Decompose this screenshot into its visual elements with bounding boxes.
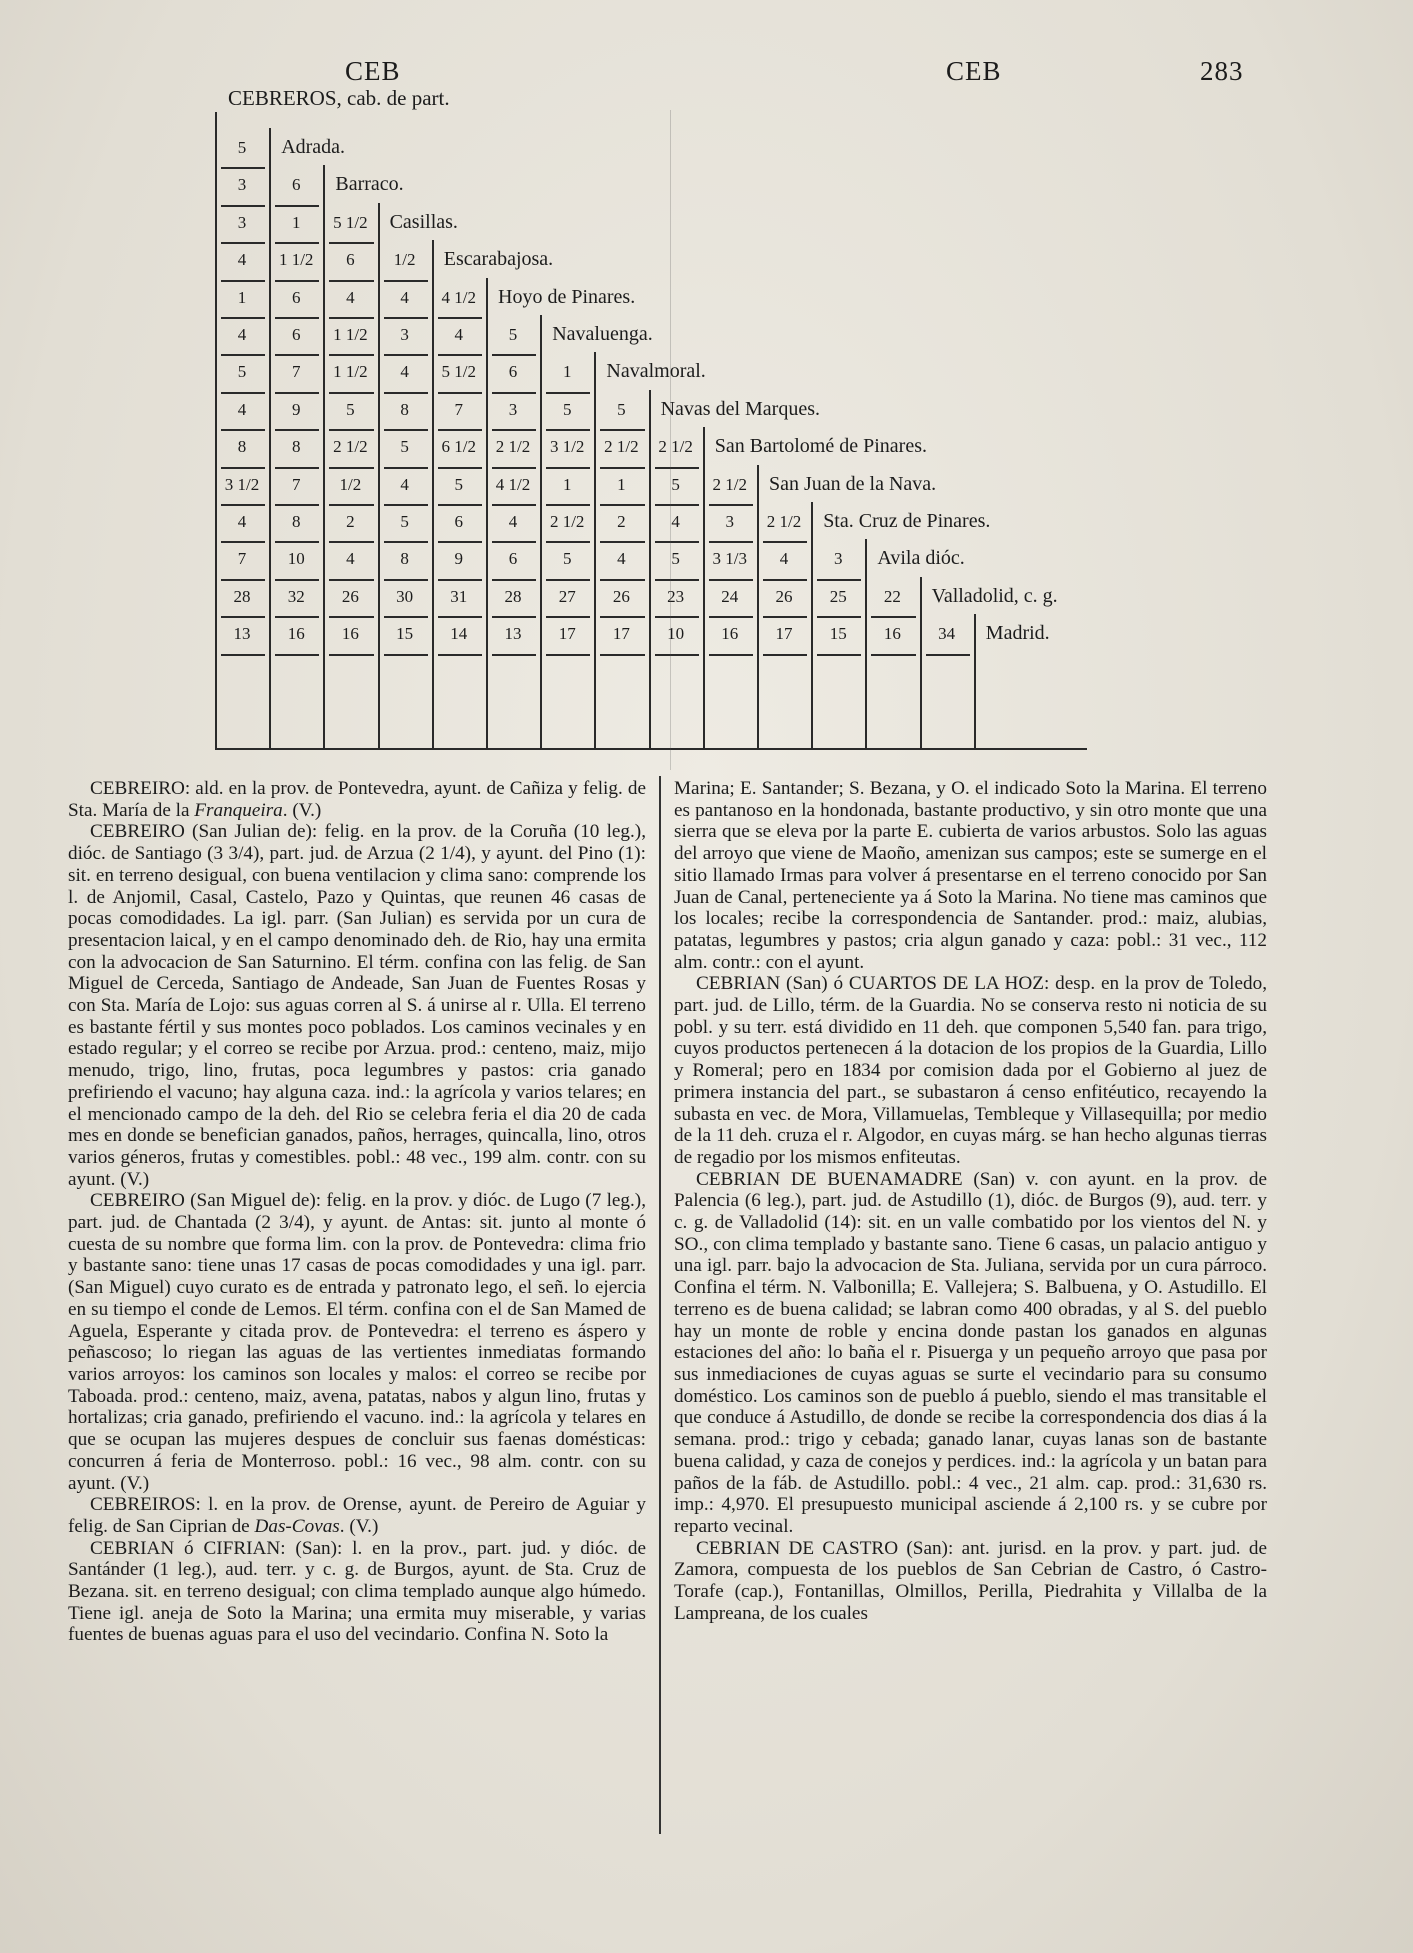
distance-cell: 3 1/2 [224, 474, 260, 494]
distance-table [0, 0, 1413, 770]
distance-cell: 7 [291, 362, 301, 382]
distance-cell: 6 [346, 250, 355, 270]
cell-rule [329, 616, 373, 618]
distance-cell: 8 [237, 437, 247, 457]
cell-rule [329, 280, 373, 282]
cell-rule [275, 616, 319, 618]
distance-cell: 9 [291, 399, 301, 419]
distance-cell: 1 1/2 [333, 362, 368, 382]
distance-cell: 31 [450, 586, 468, 606]
distance-cell: 16 [287, 624, 305, 644]
town-name: Hoyo de Pinares. [498, 285, 636, 308]
distance-cell: 34 [938, 624, 956, 644]
distance-cell: 5 [508, 325, 518, 344]
cell-rule [275, 354, 319, 356]
town-name: Casillas. [389, 210, 458, 233]
cell-rule [221, 541, 265, 543]
entry-text: . (V.) [339, 1515, 379, 1537]
distance-cell: 6 1/2 [441, 437, 477, 457]
cell-rule [384, 317, 428, 319]
table-bottom-rule [215, 748, 1087, 750]
distance-cell: 2 1/2 [712, 474, 748, 494]
distance-cell: 4 [400, 287, 409, 307]
right-text-column [674, 778, 1267, 1624]
distance-cell: 16 [721, 624, 739, 644]
cell-rule [709, 579, 753, 581]
distance-cell: 5 [400, 437, 409, 457]
town-name: San Juan de la Nava. [769, 472, 937, 495]
cell-rule [438, 354, 482, 356]
distance-cell: 4 [237, 250, 247, 270]
cell-rule [655, 504, 699, 506]
distance-cell: 3 [400, 325, 409, 344]
distance-cell: 1 [617, 474, 626, 494]
cell-rule [275, 504, 319, 506]
distance-cell: 30 [396, 586, 414, 606]
distance-cell: 4 [617, 549, 626, 569]
cell-rule [817, 616, 861, 618]
distance-cell: 2 1/2 [658, 437, 693, 457]
cell-rule [546, 392, 590, 394]
distance-cell: 4 [400, 474, 409, 494]
distance-cell: 1/2 [393, 250, 416, 270]
distance-cell: 4 [346, 287, 355, 307]
cell-rule [763, 541, 807, 543]
cell-rule [275, 654, 319, 656]
cell-rule [600, 616, 644, 618]
left-text-column [68, 778, 646, 1646]
distance-cell: 9 [454, 549, 464, 569]
cell-rule [329, 467, 373, 469]
running-header-left: CEB [345, 56, 401, 86]
entry-paragraph [68, 1538, 646, 1647]
cell-rule [221, 392, 265, 394]
distance-cell: 26 [341, 586, 359, 606]
distance-cell: 6 [508, 362, 518, 382]
distance-table-title: CEBREROS, cab. de part. [228, 86, 450, 110]
distance-cell: 5 1/2 [441, 362, 477, 382]
cell-rule [600, 429, 644, 431]
cell-rule [492, 579, 536, 581]
entry-paragraph [674, 778, 1267, 973]
distance-cell: 26 [612, 586, 630, 606]
entry-text: CEBREIRO: ald. en la prov. de Pontevedra, ayunt. de Cañiza y felig. de Sta. María de la [68, 778, 646, 821]
cell-rule [221, 467, 265, 469]
entry-text: CEBREIRO (San Julian de): felig. en la prov. de la Coruña (10 leg.), dióc. de Santiago (3 3/4), part. jud. de Arzua (2 1/4), y ayunt. del Pino (1): sit. en terreno desigual, con buena ventilacion y clima sano: comprende los l. de Anjomil, Casal, Castelo, Pazo y Quintas, que reunen 46 casas de pocas comodidades. La igl. parr. (San Julian) es servida por un cura de presentacion laical, y en el campo denominado deh. de Rio, hay una ermita con la advocacion de San Saturnino. El térm. confina con las felig. de San Miguel de Cerceda, Santiago de Andeade, San Juan de Fuentes Rosas y con Sta. María de Lojo: sus aguas corren al S. á unirse al r. Ulla. El terreno es bastante fértil y sus montes poco poblados. Los caminos vecinales y en estado regular; y el correo se recibe por Arzua. prod.: centeno, maiz, mijo menudo, trigo, lino, frutas, poca legumbres y pastos: cria ganado prefiriendo el vacuno; hay alguna caza. ind.: la agrícola y varios telares; en el mencionado campo de la deh. del Rio se celebra feria el dia 20 de cada mes en donde se benefician ganados, paños, herrages, quincalla, lino, otros varios géneros, frutas y comestibles. pobl.: 48 vec., 199 alm. contr. con su ayunt. (V.) [68, 821, 646, 1190]
town-name: Navalmoral. [606, 360, 706, 383]
page-number: 283 [1200, 56, 1244, 86]
town-name: Barraco. [335, 173, 404, 196]
entry-paragraph [68, 821, 646, 1190]
distance-cell: 1 [562, 474, 572, 494]
distance-cell: 28 [233, 586, 251, 606]
cell-rule [709, 541, 753, 543]
cell-rule [275, 579, 319, 581]
cell-rule [709, 504, 753, 506]
cell-rule [221, 280, 265, 282]
cell-rule [438, 504, 482, 506]
distance-cell: 3 1/2 [549, 437, 585, 457]
cell-rule [438, 392, 482, 394]
distance-cell: 5 [671, 549, 680, 569]
distance-cell: 16 [883, 624, 901, 644]
cell-rule [275, 541, 319, 543]
distance-cell: 13 [233, 624, 251, 644]
distance-cell: 24 [721, 586, 739, 606]
distance-cell: 1 1/2 [333, 325, 368, 344]
cell-rule [492, 541, 536, 543]
distance-cell: 2 1/2 [333, 437, 368, 457]
cell-rule [329, 354, 373, 356]
distance-cell: 4 1/2 [441, 287, 477, 307]
running-header-center: CEB [946, 56, 1002, 86]
column-guide [670, 110, 671, 770]
cell-rule [275, 392, 319, 394]
cell-rule [655, 579, 699, 581]
distance-cell: 7 [237, 549, 247, 569]
distance-cell: 2 [346, 512, 355, 531]
cell-rule [763, 616, 807, 618]
distance-cell: 15 [829, 624, 847, 644]
cell-rule [438, 654, 482, 656]
distance-cell: 13 [504, 624, 522, 644]
distance-cell: 26 [775, 586, 793, 606]
cell-rule [329, 392, 373, 394]
town-name: Madrid. [985, 622, 1050, 645]
cell-rule [492, 654, 536, 656]
cell-rule [221, 616, 265, 618]
distance-cell: 6 [454, 512, 464, 531]
distance-cell: 5 [400, 512, 409, 531]
distance-cell: 5 1/2 [333, 212, 368, 232]
cell-rule [438, 541, 482, 543]
cell-rule [817, 654, 861, 656]
italic-term: Das-Covas [254, 1515, 340, 1537]
distance-cell: 2 1/2 [549, 512, 585, 531]
distance-cell: 2 1/2 [495, 437, 531, 457]
distance-cell: 6 [508, 549, 518, 569]
distance-cell: 5 [562, 399, 572, 419]
cell-rule [600, 579, 644, 581]
entry-paragraph [68, 778, 646, 821]
distance-cell: 1 [291, 212, 301, 232]
column-rule [974, 614, 976, 748]
cell-rule [275, 429, 319, 431]
cell-rule [492, 616, 536, 618]
cell-rule [384, 280, 428, 282]
cell-rule [438, 467, 482, 469]
distance-cell: 4 [508, 512, 518, 531]
cell-rule [655, 654, 699, 656]
distance-cell: 4 [671, 512, 680, 531]
entry-paragraph [68, 1494, 646, 1537]
distance-cell: 5 [237, 138, 247, 157]
cell-rule [438, 579, 482, 581]
cell-rule [709, 654, 753, 656]
distance-cell: 5 [671, 474, 680, 494]
cell-rule [763, 654, 807, 656]
distance-cell: 6 [291, 175, 301, 195]
distance-cell: 5 [346, 399, 355, 419]
cell-rule [384, 467, 428, 469]
distance-cell: 3 [237, 175, 247, 195]
distance-cell: 2 [617, 512, 626, 531]
distance-cell: 8 [400, 549, 409, 569]
distance-cell: 5 [237, 362, 247, 382]
cell-rule [275, 280, 319, 282]
cell-rule [492, 429, 536, 431]
cell-rule [221, 579, 265, 581]
entry-paragraph [674, 973, 1267, 1168]
distance-cell: 14 [450, 624, 468, 644]
cell-rule [329, 579, 373, 581]
cell-rule [384, 541, 428, 543]
distance-cell: 10 [667, 624, 685, 644]
distance-cell: 3 [237, 212, 247, 232]
cell-rule [655, 616, 699, 618]
cell-rule [221, 317, 265, 319]
entry-text: CEBREIROS: l. en la prov. de Orense, ayunt. de Pereiro de Aguiar y felig. de San Ciprian de [68, 1494, 646, 1537]
distance-cell: 3 1/3 [712, 549, 748, 569]
distance-cell: 28 [504, 586, 522, 606]
distance-cell: 4 [237, 512, 247, 531]
cell-rule [221, 504, 265, 506]
distance-cell: 8 [400, 399, 409, 419]
cell-rule [438, 317, 482, 319]
distance-cell: 8 [291, 437, 301, 457]
distance-cell: 1 [562, 362, 572, 382]
italic-term: Franqueira [194, 799, 283, 821]
entry-text: CEBREIRO (San Miguel de): felig. en la prov. y dióc. de Lugo (7 leg.), part. jud. de Chantada (2 3/4), y ayunt. de Antas: sit. junto al monte ó cuesta de su nombre que forma lim. con la prov. de Pontevedra: clima frio y bastante sano: tiene unas 17 casas de pocas comodidades y una igl. parr. (San Miguel) cuyo curato es de entrada y patronato lego, el señ. lo ejercia en su tiempo el conde de Lemos. El térm. confina con el de San Mamed de Aguela, Esperante y citada prov. de Pontevedra: el terreno es áspero y peñascoso; lo riegan las aguas de las vertientes inmediatas formando varios arroyos: los caminos son locales y malos: el correo se recibe por Taboada. prod.: centeno, maiz, avena, patatas, nabos y algun lino, frutas y hortalizas; cria ganado, prefiriendo el vacuno. ind.: la agrícola y telares en que se ocupan las mujeres despues de concluir sus faenas domésticas: concurren á feria de Monterroso. pobl.: 16 vec., 98 alm. contr. con su ayunt. (V.) [68, 1190, 646, 1494]
distance-cell: 7 [291, 474, 301, 494]
cell-rule [492, 467, 536, 469]
distance-cell: 16 [341, 624, 359, 644]
cell-rule [329, 317, 373, 319]
cell-rule [384, 654, 428, 656]
distance-cell: 25 [829, 586, 847, 606]
town-name: Navas del Marques. [660, 397, 820, 420]
distance-cell: 32 [287, 586, 305, 606]
cell-rule [329, 429, 373, 431]
cell-rule [600, 467, 644, 469]
cell-rule [926, 654, 970, 656]
town-name: Valladolid, c. g. [931, 584, 1058, 607]
cell-rule [221, 429, 265, 431]
distance-cell: 8 [291, 512, 301, 531]
entry-text: CEBRIAN DE BUENAMADRE (San) v. con ayunt. en la prov. de Palencia (6 leg.), part. jud. de Astudillo (1), dióc. de Burgos (9), aud. terr. y c. g. de Valladolid (14): sit. en un valle combatido por los vientos del N. y SO., con clima templado y bastante sano. Tiene 6 casas, un palacio antiguo y una igl. parr. bajo la advocacion de Sta. Juliana, servida por un cura párroco. Confina el térm. N. Valbonilla; E. Vallejera; S. Balbuena, y O. Astudillo. El terreno es de buena calidad; se labran como 400 obradas, y al S. del pueblo hay un monte de roble y encina donde pastan los ganados en algunas estaciones del año: lo baña el r. Pisuerga y un pequeño arroyo que pasa por sus inmediaciones de cuyas aguas se surte el vecindario para su consumo doméstico. Los caminos son de pueblo á pueblo, siendo el mas transitable el que conduce á Astudillo, de donde se recibe la correspondencia dos dias á la semana. prod.: trigo y cebada; ganado lanar, cuyas lanas son de bastante buena calidad, y caza de conejos y perdices. ind.: la agrícola y un batan para paños de la fáb. de Astudillo. pobl.: 4 vec., 21 alm. cap. prod.: 31,630 rs. imp.: 4,970. El presupuesto municipal asciende á 2,100 rs. y se cubre por reparto vecinal. [674, 1168, 1267, 1537]
cell-rule [275, 317, 319, 319]
distance-cell: 2 1/2 [604, 437, 639, 457]
cell-rule [329, 654, 373, 656]
distance-cell: 4 [779, 549, 789, 569]
distance-cell: 4 [237, 399, 247, 419]
distance-cell: 3 [508, 399, 518, 419]
entry-paragraph [674, 1538, 1267, 1625]
distance-cell: 23 [667, 586, 685, 606]
cell-rule [275, 467, 319, 469]
cell-rule [871, 616, 915, 618]
entry-text: . (V.) [282, 799, 322, 821]
town-name: Adrada. [281, 136, 346, 158]
cell-rule [221, 654, 265, 656]
town-name: San Bartolomé de Pinares. [714, 435, 927, 458]
distance-cell: 6 [291, 325, 301, 344]
cell-rule [600, 504, 644, 506]
distance-cell: 17 [558, 624, 576, 644]
distance-cell: 2 1/2 [766, 512, 802, 531]
distance-cell: 7 [454, 399, 464, 419]
cell-rule [546, 579, 590, 581]
cell-rule [492, 392, 536, 394]
distance-cell: 4 [346, 549, 355, 569]
cell-rule [221, 242, 265, 244]
cell-rule [871, 654, 915, 656]
cell-rule [384, 392, 428, 394]
cell-rule [438, 616, 482, 618]
cell-rule [329, 504, 373, 506]
distance-cell: 4 [237, 325, 247, 344]
cell-rule [329, 242, 373, 244]
cell-rule [763, 579, 807, 581]
entry-paragraph [68, 1190, 646, 1494]
distance-cell: 4 1/2 [495, 474, 531, 494]
cell-rule [438, 429, 482, 431]
entry-text: CEBRIAN (San) ó CUARTOS DE LA HOZ: desp. en la prov de Toledo, part. jud. de Lillo, térm. de la Guardia. No se conserva resto ni noticia de su pobl. y su terr. está dividido en 11 deh. que componen 5,540 fan. para trigo, cuyos productos pertenecen á la dotacion de los propios de la Guardia, Lillo y Romeral; pero en 1834 por comision dada por el Gobierno al juez de primera instancia del part., se subastaron á censo enfitéutico, recayendo la subasta en vec. de Mora, Villamuelas, Tembleque y Villasequilla; por medio de la 11 deh. cruza el r. Algodor, en cuyas márg. se han hecho algunas tierras de regadio por los mismos enfiteutas. [674, 973, 1267, 1168]
column-divider [659, 776, 661, 1834]
town-name: Avila dióc. [877, 547, 965, 570]
cell-rule [384, 354, 428, 356]
town-name: Navaluenga. [552, 323, 653, 345]
distance-cell: 22 [883, 586, 901, 606]
cell-rule [546, 467, 590, 469]
distance-cell: 1 1/2 [278, 250, 314, 270]
cell-rule [384, 504, 428, 506]
cell-rule [600, 654, 644, 656]
cell-rule [546, 429, 590, 431]
distance-cell: 6 [291, 287, 301, 307]
cell-rule [546, 541, 590, 543]
distance-cell: 10 [287, 549, 305, 569]
cell-rule [275, 205, 319, 207]
cell-rule [655, 541, 699, 543]
cell-rule [275, 242, 319, 244]
entry-text: Marina; E. Santander; S. Bezana, y O. el indicado Soto la Marina. El terreno es pantanoso en la hondonada, bastante productivo, y sin otro monte que una sierra que se eleva por la parte E. cubierta de varios arbustos. Solo las aguas del arroyo que viene de Maoño, amenizan sus campos; este se sumerge en el sitio llamado Irmas para volver á presentarse en el terreno conocido por San Juan de Canal, perteneciente ya á Soto la Marina. No tiene mas caminos que los locales; recibe la correspondencia de Santander. prod.: maiz, alubias, patatas, legumbres y pastos; cria algun ganado y caza: pobl.: 31 vec., 112 alm. contr.: con el ayunt. [674, 778, 1267, 973]
distance-cell: 3 [833, 549, 843, 569]
distance-cell: 5 [617, 399, 626, 419]
cell-rule [329, 541, 373, 543]
cell-rule [817, 579, 861, 581]
cell-rule [546, 616, 590, 618]
cell-rule [492, 354, 536, 356]
town-name: Sta. Cruz de Pinares. [823, 510, 991, 532]
cell-rule [384, 429, 428, 431]
entry-paragraph [674, 1169, 1267, 1538]
cell-rule [492, 504, 536, 506]
entry-text: CEBRIAN DE CASTRO (San): ant. jurisd. en la prov. y part. jud. de Zamora, compuesta de los pueblos de San Cebrian de Castro, ó Castro-Torafe (cap.), Fontanillas, Olmillos, Perilla, Piedrahita y Villalba de la Lampreana, de los cuales [674, 1537, 1267, 1624]
distance-cell: 27 [558, 586, 576, 606]
cell-rule [384, 579, 428, 581]
cell-rule [221, 205, 265, 207]
entry-text: CEBRIAN ó CIFRIAN: (San): l. en la prov., part. jud. y dióc. de Santánder (1 leg.), aud. terr. y c. g. de Burgos, ayunt. de Sta. Cruz de Bezana. sit. en terreno desigual; con clima templado aunque algo húmedo. Tiene igl. aneja de Soto la Marina; una ermita muy miserable, y varias fuentes de buenas aguas para el uso del vecindario. Confina N. Soto la [68, 1537, 646, 1646]
distance-cell: 4 [400, 362, 409, 382]
cell-rule [384, 616, 428, 618]
distance-cell: 17 [612, 624, 630, 644]
cell-rule [221, 167, 265, 169]
cell-rule [546, 504, 590, 506]
distance-cell: 17 [775, 624, 793, 644]
distance-cell: 1/2 [339, 474, 362, 494]
cell-rule [546, 654, 590, 656]
distance-cell: 4 [454, 325, 464, 344]
table-frame-left [215, 112, 217, 748]
distance-cell: 1 [237, 287, 247, 307]
cell-rule [709, 616, 753, 618]
town-name: Escarabajosa. [443, 248, 554, 271]
cell-rule [655, 467, 699, 469]
distance-cell: 15 [396, 624, 414, 644]
distance-cell: 5 [562, 549, 572, 569]
distance-cell: 3 [725, 512, 735, 531]
column-rule [920, 577, 922, 748]
distance-cell: 5 [454, 474, 464, 494]
cell-rule [221, 354, 265, 356]
cell-rule [600, 541, 644, 543]
